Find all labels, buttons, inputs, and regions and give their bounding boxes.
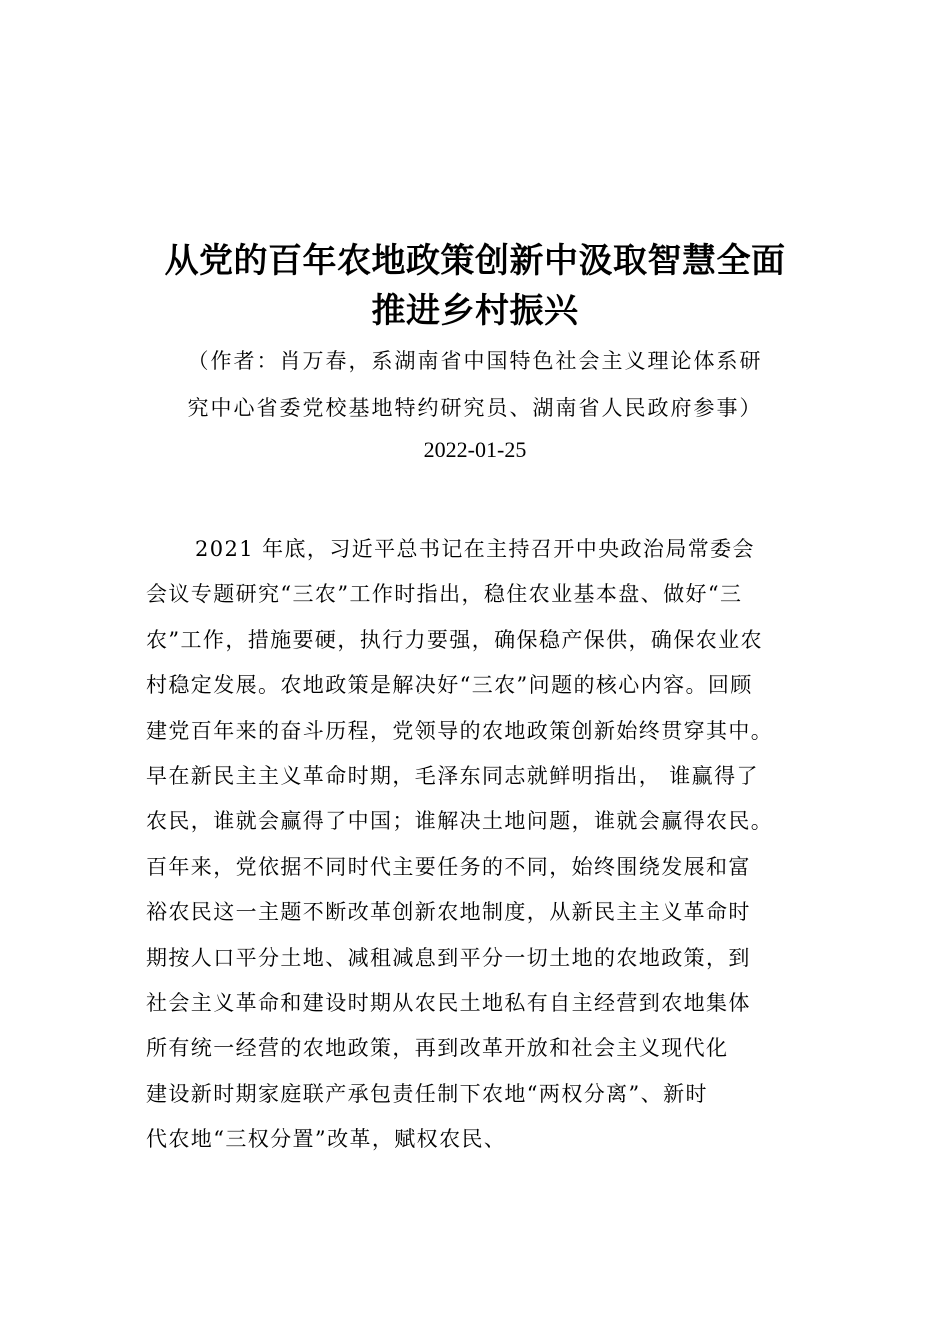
body-line: 建党百年来的奋斗历程，党领导的农地政策创新始终贯穿其中。 — [146, 718, 774, 743]
body-line: 代农地“三权分置”改革，赋权农民、 — [146, 1127, 507, 1152]
body-line: 百年来，党依据不同时代主要任务的不同，始终围绕发展和富 — [146, 854, 751, 879]
body-line: 村稳定发展。农地政策是解决好“三农”问题的核心内容。回顾 — [146, 673, 753, 698]
body-line: 早在新民主主义革命时期，毛泽东同志就鲜明指出， 谁赢得了 — [146, 763, 759, 788]
author-byline-line-1: （作者：肖万春，系湖南省中国特色社会主义理论体系研 — [187, 349, 763, 373]
body-line: 建设新时期家庭联产承包责任制下农地“两权分离”、新时 — [146, 1081, 708, 1106]
document-title-line-1: 从党的百年农地政策创新中汲取智慧全面 — [164, 241, 786, 281]
body-line: 社会主义革命和建设时期从农民土地私有自主经营到农地集体 — [146, 990, 751, 1015]
author-byline-line-2: 究中心省委党校基地特约研究员、湖南省人民政府参事） — [187, 396, 763, 420]
body-line: 裕农民这一主题不断改革创新农地制度，从新民主主义革命时 — [146, 900, 751, 925]
document-title-line-2: 推进乡村振兴 — [371, 291, 579, 331]
publish-date: 2022-01-25 — [423, 437, 527, 462]
body-line: 会议专题研究“三农”工作时指出，稳住农业基本盘、做好“三 — [146, 582, 743, 607]
body-line: 2021 年底，习近平总书记在主持召开中央政治局常委会 — [195, 537, 755, 561]
article-body — [146, 536, 846, 1171]
body-line: 农”工作，措施要硬，执行力要强，确保稳产保供，确保农业农 — [146, 627, 763, 652]
body-line: 所有统一经营的农地政策，再到改革开放和社会主义现代化 — [146, 1036, 729, 1061]
body-line: 期按人口平分土地、减租减息到平分一切土地的农地政策，到 — [146, 945, 751, 970]
body-line: 农民，谁就会赢得了中国；谁解决土地问题，谁就会赢得农民。 — [146, 809, 774, 834]
